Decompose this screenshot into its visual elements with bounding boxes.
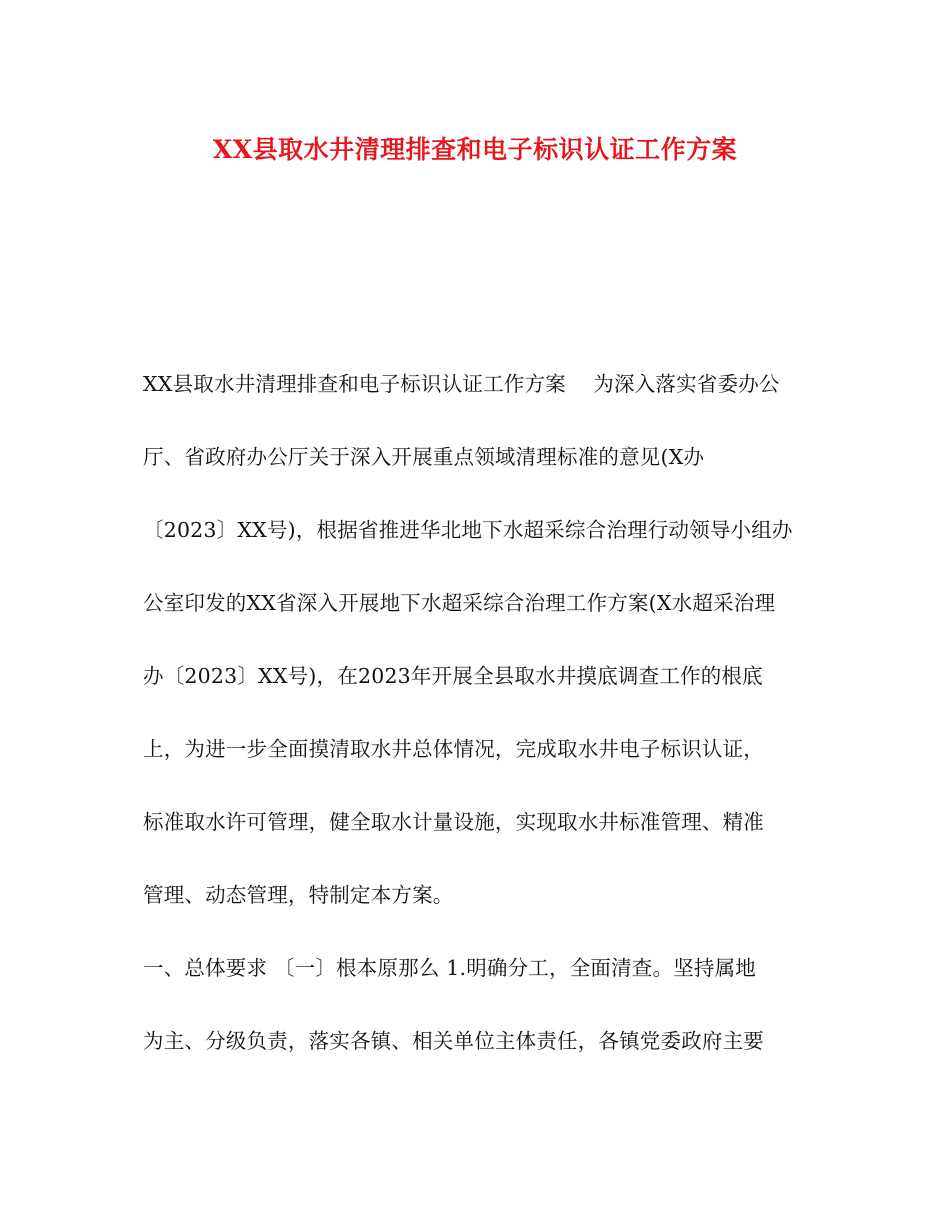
body-line-2: 厅、省政府办公厅关于深入开展重点领域清理标准的意见(X办 (143, 445, 705, 469)
body-line-6: 上，为进一步全面摸清取水井总体情况，完成取水井电子标识认证， (143, 737, 764, 761)
document-title: XX县取水井清理排查和电子标识认证工作方案 (212, 135, 738, 164)
body-line-8: 管理、动态管理，特制定本方案。 (143, 883, 454, 907)
body-line-5: 办〔2023〕XX号)，在2023年开展全县取水井摸底调查工作的根底 (143, 664, 763, 688)
body-line-3: 〔2023〕XX号)，根据省推进华北地下水超采综合治理行动领导小组办 (143, 518, 793, 542)
document-body (143, 364, 833, 1094)
body-line-7: 标准取水许可管理，健全取水计量设施，实现取水井标准管理、精准 (143, 810, 764, 834)
body-line-4: 公室印发的XX省深入开展地下水超采综合治理工作方案(X水超采治理 (143, 591, 776, 615)
body-line-9: 一、总体要求 〔一〕根本原那么 1.明确分工，全面清查。坚持属地 (143, 956, 756, 980)
body-line-1: XX县取水井清理排查和电子标识认证工作方案 为深入落实省委办公 (143, 372, 780, 396)
body-line-10: 为主、分级负责，落实各镇、相关单位主体责任，各镇党委政府主要 (143, 1029, 764, 1053)
